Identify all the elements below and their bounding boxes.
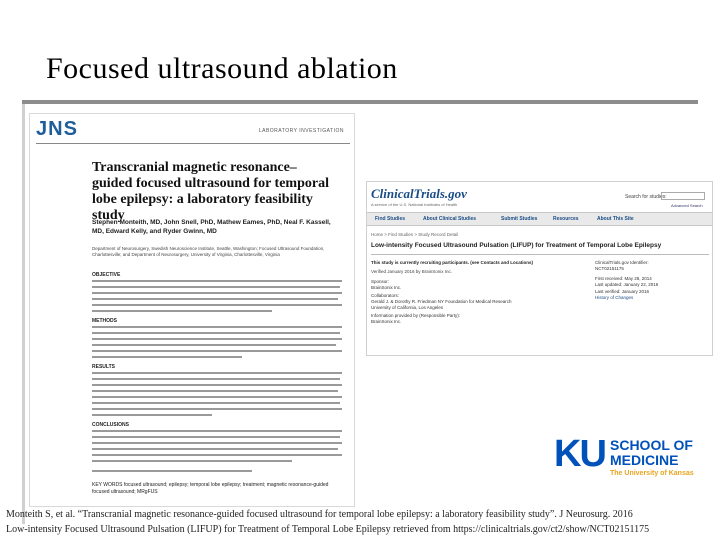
- identifier-value: NCT02151175: [595, 266, 624, 272]
- info-provided-label: Information provided by (Responsible Party):: [371, 313, 461, 318]
- ct-nav-bar: [367, 212, 712, 226]
- jns-text-line: [92, 470, 252, 472]
- jns-text-line: [92, 326, 342, 328]
- jns-section-label: LABORATORY INVESTIGATION: [258, 128, 344, 134]
- jns-text-line: [92, 350, 342, 352]
- slide-title: Focused ultrasound ablation: [46, 52, 398, 85]
- study-title: Low-intensity Focused Ultrasound Pulsation (LIFUP) for Treatment of Temporal Lobe Epilepsy: [371, 242, 662, 249]
- left-accent-bar: [22, 104, 25, 524]
- jns-text-line: [92, 298, 338, 300]
- jns-text-line: [92, 338, 342, 340]
- identifier-label: ClinicalTrials.gov Identifier:: [595, 260, 649, 265]
- jns-logo: JNS: [36, 118, 78, 140]
- jns-text-line: [92, 384, 342, 386]
- jns-section-objective: OBJECTIVE: [92, 272, 121, 278]
- jns-text-line: [92, 310, 272, 312]
- jns-section-results: RESULTS: [92, 364, 115, 370]
- first-received: First received: May 28, 2014: [595, 275, 652, 281]
- last-verified: Last verified: January 2016: [595, 288, 650, 294]
- jns-section-methods: METHODS: [92, 318, 117, 324]
- history-of-changes-link[interactable]: History of Changes: [595, 295, 634, 301]
- nav-find-studies[interactable]: Find Studies: [375, 216, 405, 222]
- jns-text-line: [92, 344, 336, 346]
- citation-jns: Monteith S, et al. “Transcranial magnetic resonance-guided focused ultrasound for temporal lobe epilepsy: a laboratory feasibility study”. J Neurosurg. 2016: [6, 509, 633, 520]
- jns-article-image: [29, 113, 355, 507]
- jns-text-line: [92, 304, 342, 306]
- jns-keywords: KEY WORDS focused ultrasound; epilepsy; temporal lobe epilepsy; treatment; magnetic resonance-guided focused ultrasound; MRgFUS: [92, 482, 329, 495]
- jns-text-line: [92, 396, 342, 398]
- clinicaltrials-image: [366, 181, 713, 356]
- nav-resources[interactable]: Resources: [553, 216, 579, 222]
- jns-section-conclusions: CONCLUSIONS: [92, 422, 129, 428]
- nih-service-note: A service of the U.S. National Institutes of Health: [371, 202, 458, 207]
- nav-about-this-site[interactable]: About This Site: [597, 216, 634, 222]
- search-input[interactable]: [661, 192, 705, 200]
- ku-medicine-logo: [552, 432, 712, 492]
- jns-text-line: [92, 430, 342, 432]
- jns-text-line: [92, 390, 338, 392]
- recruiting-status: This study is currently recruiting participants. (see Contacts and Locations): [371, 260, 534, 265]
- jns-authors: Stephen Monteith, MD, John Snell, PhD, Mathew Eames, PhD, Neal F. Kassell, MD, Edward Kelly, and Ryder Gwinn, MD: [92, 219, 331, 235]
- jns-text-line: [92, 356, 242, 358]
- jns-text-line: [92, 372, 342, 374]
- ku-school-line2: MEDICINE: [610, 452, 679, 468]
- advanced-search-link[interactable]: Advanced Search: [671, 203, 703, 208]
- nav-submit-studies[interactable]: Submit Studies: [501, 216, 538, 222]
- ku-school-name: [610, 438, 693, 468]
- jns-header-rule: [36, 143, 350, 144]
- info-provided-party: BrainSonix Inc.: [371, 319, 402, 324]
- clinicaltrials-logo: ClinicalTrials.gov: [371, 186, 467, 201]
- breadcrumb: Home > Find Studies > Study Record Detail: [371, 232, 459, 237]
- jns-text-line: [92, 286, 340, 288]
- jns-text-line: [92, 402, 340, 404]
- jns-text-line: [92, 408, 342, 410]
- last-updated: Last updated: January 22, 2016: [595, 282, 659, 288]
- collaborator-2: University of California, Los Angeles: [371, 305, 444, 310]
- study-title-rule: [371, 254, 709, 255]
- ku-university-name: The University of Kansas: [610, 470, 694, 477]
- ku-school-line1: SCHOOL OF: [610, 437, 693, 453]
- jns-article-title: Transcranial magnetic resonance–guided focused ultrasound for temporal lobe epilepsy: a laboratory feasibility study: [92, 160, 329, 223]
- verified-note: Verified January 2016 by BrainSonix Inc.: [371, 269, 453, 274]
- sponsor-name: BrainSonix Inc.: [371, 285, 402, 290]
- jns-text-line: [92, 332, 340, 334]
- search-label: Search for studies:: [625, 194, 667, 200]
- jns-text-line: [92, 442, 342, 444]
- collaborator-1: Gerald J. & Dorothy R. Friedman NY Foundation for Medical Research: [371, 299, 512, 304]
- jns-text-line: [92, 448, 338, 450]
- nav-about-clinical-studies[interactable]: About Clinical Studies: [423, 216, 477, 222]
- citation-clinicaltrials: Low-intensity Focused Ultrasound Pulsation (LIFUP) for Treatment of Temporal Lobe Epilepsy retrieved from https://clinicaltrials.gov/ct2/show/NCT02151175: [6, 524, 650, 535]
- jns-text-line: [92, 378, 340, 380]
- jns-text-line: [92, 436, 340, 438]
- collaborators-label: Collaborators:: [371, 293, 400, 298]
- study-meta: [595, 260, 710, 301]
- jns-text-line: [92, 460, 292, 462]
- jns-header: [30, 114, 354, 142]
- jns-affiliation: Department of Neurosurgery, Swedish Neuroscience Institute, Seattle, Washington; Focused Ultrasound Foundation, Charlottesville; and Department of Neurosurgery, University of Virginia, Charlottesville, Virginia: [92, 246, 325, 257]
- title-divider: [22, 100, 698, 104]
- sponsor-label: Sponsor:: [371, 279, 390, 284]
- jns-text-line: [92, 454, 342, 456]
- jns-text-line: [92, 280, 342, 282]
- jns-text-line: [92, 414, 212, 416]
- jns-text-line: [92, 292, 342, 294]
- ku-logo-mark: KU: [554, 433, 605, 475]
